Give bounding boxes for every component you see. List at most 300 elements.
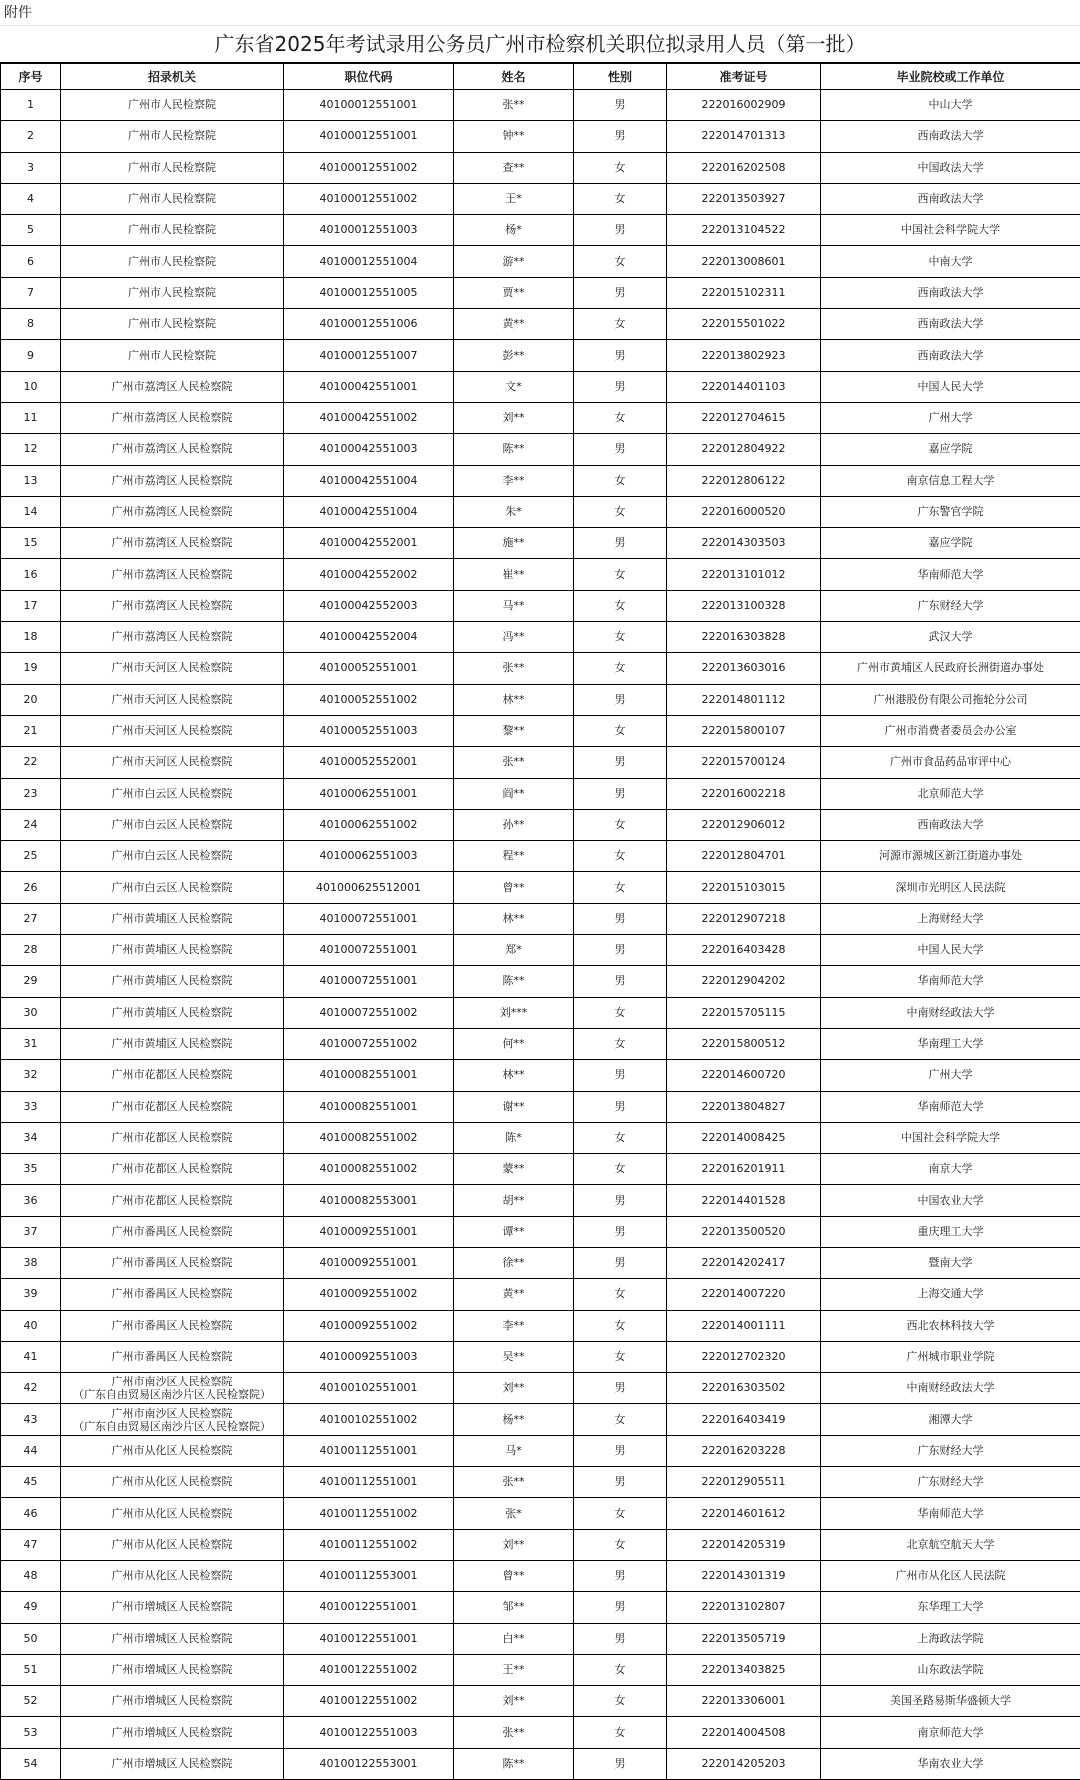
recruiting-unit [61,1373,284,1404]
exam-number: 222016002218 [667,778,821,809]
exam-number: 222015800107 [667,715,821,746]
position-code: 40100122551002 [284,1654,454,1685]
candidate-name: 杨* [454,215,574,246]
exam-number: 222016202508 [667,152,821,183]
table-row [1,90,1080,121]
recruiting-unit: 广州市白云区人民检察院 [61,809,284,840]
position-code: 40100042551001 [284,371,454,402]
row-index: 52 [1,1686,61,1717]
school-or-employer: 广州市消费者委员会办公室 [821,715,1080,746]
exam-number: 222012806122 [667,465,821,496]
position-code: 40100012551005 [284,277,454,308]
school-or-employer: 中南财经政法大学 [821,1373,1080,1404]
candidate-name: 胡** [454,1185,574,1216]
candidate-gender: 女 [574,1279,667,1310]
row-index: 46 [1,1498,61,1529]
school-or-employer: 广州市食品药品审评中心 [821,747,1080,778]
candidate-gender: 女 [574,622,667,653]
recruiting-unit: 广州市荔湾区人民检察院 [61,528,284,559]
position-code: 40100042551004 [284,465,454,496]
table-row [1,528,1080,559]
recruiting-unit: 广州市荔湾区人民检察院 [61,402,284,433]
row-index: 34 [1,1122,61,1153]
position-code: 40100072551001 [284,935,454,966]
school-or-employer: 南京信息工程大学 [821,465,1080,496]
recruiting-unit-subtitle: （广东自由贸易区南沙片区人民检察院） [63,1388,281,1401]
candidate-gender: 男 [574,277,667,308]
table-row [1,434,1080,465]
candidate-name: 贾** [454,277,574,308]
row-index: 48 [1,1560,61,1591]
table-row [1,715,1080,746]
position-code: 40100092551003 [284,1341,454,1372]
candidate-name: 谭** [454,1216,574,1247]
exam-number: 222016000520 [667,496,821,527]
candidate-name: 林** [454,684,574,715]
candidate-name: 冯** [454,622,574,653]
candidate-gender: 女 [574,1310,667,1341]
recruiting-unit: 广州市荔湾区人民检察院 [61,590,284,621]
table-row [1,496,1080,527]
recruiting-unit: 广州市花都区人民检察院 [61,1185,284,1216]
school-or-employer: 北京航空航天大学 [821,1529,1080,1560]
candidate-gender: 女 [574,1341,667,1372]
candidate-gender: 女 [574,1529,667,1560]
candidate-gender: 女 [574,246,667,277]
table-row [1,1498,1080,1529]
recruiting-unit: 广州市花都区人民检察院 [61,1091,284,1122]
candidate-name: 孙** [454,809,574,840]
recruiting-unit: 广州市从化区人民检察院 [61,1560,284,1591]
candidate-name: 张** [454,653,574,684]
position-code: 40100012551001 [284,90,454,121]
candidate-gender: 女 [574,653,667,684]
candidate-gender: 男 [574,1373,667,1404]
row-index: 45 [1,1467,61,1498]
school-or-employer: 美国圣路易斯华盛顿大学 [821,1686,1080,1717]
school-or-employer: 河源市源城区新江街道办事处 [821,841,1080,872]
row-index: 41 [1,1341,61,1372]
candidate-gender: 男 [574,1467,667,1498]
recruiting-unit: 广州市白云区人民检察院 [61,841,284,872]
header-index: 序号 [1,64,61,90]
school-or-employer: 中国社会科学院大学 [821,215,1080,246]
row-index: 3 [1,152,61,183]
exam-number: 222014600720 [667,1060,821,1091]
row-index: 53 [1,1717,61,1748]
recruiting-unit: 广州市增城区人民检察院 [61,1686,284,1717]
candidate-gender: 男 [574,1748,667,1779]
candidate-name: 白** [454,1623,574,1654]
position-code: 40100062551001 [284,778,454,809]
position-code: 40100052552001 [284,747,454,778]
recruiting-unit: 广州市白云区人民检察院 [61,872,284,903]
table-row [1,121,1080,152]
school-or-employer: 中国政法大学 [821,152,1080,183]
candidate-gender: 男 [574,684,667,715]
school-or-employer: 暨南大学 [821,1247,1080,1278]
exam-number: 222014701313 [667,121,821,152]
table-row [1,1529,1080,1560]
candidate-gender: 女 [574,1654,667,1685]
row-index: 30 [1,997,61,1028]
candidate-gender: 男 [574,340,667,371]
recruiting-unit: 广州市增城区人民检察院 [61,1623,284,1654]
table-row [1,559,1080,590]
candidate-name: 曾** [454,1560,574,1591]
candidate-name: 彭** [454,340,574,371]
recruiting-unit: 广州市人民检察院 [61,309,284,340]
recruiting-unit: 广州市从化区人民检察院 [61,1498,284,1529]
position-code: 40100012551003 [284,215,454,246]
row-index: 38 [1,1247,61,1278]
table-row [1,590,1080,621]
school-or-employer: 西南政法大学 [821,121,1080,152]
table-row [1,340,1080,371]
recruiting-unit: 广州市增城区人民检察院 [61,1592,284,1623]
exam-number: 222013104522 [667,215,821,246]
school-or-employer: 嘉应学院 [821,434,1080,465]
row-index: 47 [1,1529,61,1560]
header-unit: 招录机关 [61,64,284,90]
recruiting-unit: 广州市番禺区人民检察院 [61,1310,284,1341]
candidate-gender: 女 [574,872,667,903]
school-or-employer: 中国社会科学院大学 [821,1122,1080,1153]
recruiting-unit: 广州市番禺区人民检察院 [61,1341,284,1372]
table-row [1,622,1080,653]
position-code: 40100092551001 [284,1216,454,1247]
recruiting-unit: 广州市花都区人民检察院 [61,1154,284,1185]
table-row [1,966,1080,997]
candidate-name: 钟** [454,121,574,152]
exam-number: 222015102311 [667,277,821,308]
exam-number: 222012905511 [667,1467,821,1498]
exam-number: 222012906012 [667,809,821,840]
hiring-table [0,63,1080,1780]
table-row [1,872,1080,903]
table-row [1,246,1080,277]
candidate-name: 徐** [454,1247,574,1278]
exam-number: 222014205203 [667,1748,821,1779]
row-index: 37 [1,1216,61,1247]
candidate-name: 刘** [454,1529,574,1560]
school-or-employer: 上海交通大学 [821,1279,1080,1310]
candidate-gender: 女 [574,997,667,1028]
table-row [1,1091,1080,1122]
position-code: 40100072551001 [284,966,454,997]
exam-number: 222015103015 [667,872,821,903]
exam-number: 222013306001 [667,1686,821,1717]
candidate-gender: 男 [574,1560,667,1591]
exam-number: 222014601612 [667,1498,821,1529]
school-or-employer: 中南大学 [821,246,1080,277]
exam-number: 222013500520 [667,1216,821,1247]
candidate-name: 张** [454,747,574,778]
row-index: 4 [1,183,61,214]
recruiting-unit: 广州市人民检察院 [61,121,284,152]
row-index: 35 [1,1154,61,1185]
row-index: 43 [1,1404,61,1435]
row-index: 28 [1,935,61,966]
row-index: 49 [1,1592,61,1623]
exam-number: 222013603016 [667,653,821,684]
row-index: 16 [1,559,61,590]
row-index: 12 [1,434,61,465]
candidate-name: 陈** [454,1748,574,1779]
candidate-name: 邹** [454,1592,574,1623]
row-index: 51 [1,1654,61,1685]
recruiting-unit: 广州市从化区人民检察院 [61,1467,284,1498]
exam-number: 222013008601 [667,246,821,277]
exam-number: 222014205319 [667,1529,821,1560]
candidate-name: 施** [454,528,574,559]
table-row [1,935,1080,966]
school-or-employer: 中国人民大学 [821,935,1080,966]
recruiting-unit-line: 广州市南沙区人民检察院 [63,1407,281,1420]
position-code: 40100052551003 [284,715,454,746]
school-or-employer: 中山大学 [821,90,1080,121]
recruiting-unit: 广州市天河区人民检察院 [61,684,284,715]
school-or-employer: 湘潭大学 [821,1404,1080,1435]
school-or-employer: 北京师范大学 [821,778,1080,809]
position-code: 40100092551001 [284,1247,454,1278]
table-body [1,90,1080,1780]
table-row [1,1435,1080,1466]
candidate-name: 杨** [454,1404,574,1435]
candidate-gender: 女 [574,152,667,183]
recruiting-unit: 广州市番禺区人民检察院 [61,1216,284,1247]
exam-number: 222013802923 [667,340,821,371]
school-or-employer: 广东财经大学 [821,590,1080,621]
row-index: 31 [1,1028,61,1059]
candidate-name: 阎** [454,778,574,809]
table-row [1,371,1080,402]
exam-number: 222012704615 [667,402,821,433]
candidate-gender: 女 [574,1154,667,1185]
row-index: 5 [1,215,61,246]
school-or-employer: 上海政法学院 [821,1623,1080,1654]
candidate-name: 刘** [454,402,574,433]
position-code: 40100052551002 [284,684,454,715]
recruiting-unit: 广州市天河区人民检察院 [61,715,284,746]
school-or-employer: 中国农业大学 [821,1185,1080,1216]
table-row [1,1310,1080,1341]
candidate-name: 郑* [454,935,574,966]
row-index: 22 [1,747,61,778]
candidate-gender: 女 [574,183,667,214]
exam-number: 222014303503 [667,528,821,559]
table-row [1,809,1080,840]
candidate-name: 谢** [454,1091,574,1122]
candidate-gender: 男 [574,1623,667,1654]
candidate-name: 刘** [454,1686,574,1717]
candidate-name: 朱* [454,496,574,527]
header-school-or-employer: 毕业院校或工作单位 [821,64,1080,90]
position-code: 40100042551004 [284,496,454,527]
candidate-gender: 男 [574,121,667,152]
recruiting-unit [61,1404,284,1435]
candidate-name: 蒙** [454,1154,574,1185]
school-or-employer: 广州市从化区人民法院 [821,1560,1080,1591]
candidate-name: 曾** [454,872,574,903]
table-row [1,1748,1080,1779]
exam-number: 222013804827 [667,1091,821,1122]
candidate-name: 陈* [454,1122,574,1153]
position-code: 40100072551002 [284,997,454,1028]
table-row [1,465,1080,496]
recruiting-unit: 广州市番禺区人民检察院 [61,1247,284,1278]
recruiting-unit: 广州市黄埔区人民检察院 [61,966,284,997]
school-or-employer: 广州城市职业学院 [821,1341,1080,1372]
exam-number: 222014202417 [667,1247,821,1278]
row-index: 33 [1,1091,61,1122]
exam-number: 222016403419 [667,1404,821,1435]
table-row [1,1717,1080,1748]
school-or-employer: 西南政法大学 [821,183,1080,214]
candidate-name: 王** [454,1654,574,1685]
school-or-employer: 西北农林科技大学 [821,1310,1080,1341]
position-code: 40100062551003 [284,841,454,872]
candidate-name: 黎** [454,715,574,746]
table-row [1,152,1080,183]
row-index: 27 [1,903,61,934]
exam-number: 222015501022 [667,309,821,340]
candidate-gender: 女 [574,1686,667,1717]
recruiting-unit-subtitle: （广东自由贸易区南沙片区人民检察院） [63,1420,281,1433]
recruiting-unit: 广州市荔湾区人民检察院 [61,434,284,465]
candidate-gender: 女 [574,590,667,621]
candidate-name: 张** [454,90,574,121]
row-index: 8 [1,309,61,340]
recruiting-unit: 广州市白云区人民检察院 [61,778,284,809]
exam-number: 222013102807 [667,1592,821,1623]
table-row [1,653,1080,684]
table-row [1,1122,1080,1153]
position-code: 40100082551001 [284,1060,454,1091]
row-index: 29 [1,966,61,997]
row-index: 9 [1,340,61,371]
candidate-gender: 男 [574,1592,667,1623]
candidate-name: 林** [454,1060,574,1091]
position-code: 40100042552001 [284,528,454,559]
table-row [1,903,1080,934]
row-index: 6 [1,246,61,277]
position-code: 40100042551002 [284,402,454,433]
position-code: 40100122551001 [284,1592,454,1623]
candidate-gender: 男 [574,778,667,809]
candidate-name: 李** [454,465,574,496]
position-code: 40100102551001 [284,1373,454,1404]
recruiting-unit: 广州市人民检察院 [61,340,284,371]
candidate-name: 文* [454,371,574,402]
candidate-gender: 女 [574,402,667,433]
row-index: 18 [1,622,61,653]
exam-number: 222014301319 [667,1560,821,1591]
recruiting-unit: 广州市人民检察院 [61,215,284,246]
recruiting-unit: 广州市增城区人民检察院 [61,1654,284,1685]
table-row [1,1623,1080,1654]
school-or-employer: 广州市黄埔区人民政府长洲街道办事处 [821,653,1080,684]
position-code: 40100012551002 [284,152,454,183]
school-or-employer: 南京大学 [821,1154,1080,1185]
row-index: 15 [1,528,61,559]
recruiting-unit: 广州市从化区人民检察院 [61,1529,284,1560]
candidate-name: 陈** [454,966,574,997]
exam-number: 222016303502 [667,1373,821,1404]
candidate-gender: 男 [574,1091,667,1122]
table-row [1,1467,1080,1498]
candidate-name: 马* [454,1435,574,1466]
candidate-gender: 女 [574,559,667,590]
recruiting-unit: 广州市花都区人民检察院 [61,1060,284,1091]
position-code: 40100042551003 [284,434,454,465]
table-row [1,1560,1080,1591]
candidate-name: 张** [454,1467,574,1498]
row-index: 39 [1,1279,61,1310]
position-code: 40100082551002 [284,1154,454,1185]
row-index: 14 [1,496,61,527]
exam-number: 222013403825 [667,1654,821,1685]
school-or-employer: 广州大学 [821,1060,1080,1091]
recruiting-unit: 广州市人民检察院 [61,183,284,214]
candidate-name: 刘*** [454,997,574,1028]
exam-number: 222012907218 [667,903,821,934]
position-code: 40100042552004 [284,622,454,653]
candidate-name: 黄** [454,1279,574,1310]
table-row [1,1341,1080,1372]
recruiting-unit: 广州市荔湾区人民检察院 [61,622,284,653]
row-index: 21 [1,715,61,746]
table-header-row [1,64,1080,90]
recruiting-unit: 广州市黄埔区人民检察院 [61,997,284,1028]
recruiting-unit: 广州市花都区人民检察院 [61,1122,284,1153]
table-row [1,183,1080,214]
exam-number: 222014401528 [667,1185,821,1216]
school-or-employer: 广州港股份有限公司拖轮分公司 [821,684,1080,715]
exam-number: 222012804701 [667,841,821,872]
recruiting-unit: 广州市从化区人民检察院 [61,1435,284,1466]
school-or-employer: 华南理工大学 [821,1028,1080,1059]
row-index: 42 [1,1373,61,1404]
recruiting-unit: 广州市天河区人民检察院 [61,653,284,684]
header-gender: 性别 [574,64,667,90]
position-code: 40100092551002 [284,1310,454,1341]
table-row [1,402,1080,433]
table-row [1,1185,1080,1216]
header-position-code: 职位代码 [284,64,454,90]
recruiting-unit: 广州市天河区人民检察院 [61,747,284,778]
candidate-gender: 男 [574,747,667,778]
position-code: 40100012551006 [284,309,454,340]
exam-number: 222013505719 [667,1623,821,1654]
school-or-employer: 华南师范大学 [821,559,1080,590]
school-or-employer: 广东财经大学 [821,1467,1080,1498]
exam-number: 222016303828 [667,622,821,653]
row-index: 1 [1,90,61,121]
position-code: 40100112551002 [284,1529,454,1560]
position-code: 40100082553001 [284,1185,454,1216]
position-code: 40100082551001 [284,1091,454,1122]
table-row [1,1216,1080,1247]
position-code: 40100092551002 [284,1279,454,1310]
position-code: 40100122551001 [284,1623,454,1654]
school-or-employer: 华南师范大学 [821,966,1080,997]
candidate-gender: 女 [574,496,667,527]
header-exam-number: 准考证号 [667,64,821,90]
table-row [1,1247,1080,1278]
candidate-name: 吴** [454,1341,574,1372]
position-code: 40100072551002 [284,1028,454,1059]
